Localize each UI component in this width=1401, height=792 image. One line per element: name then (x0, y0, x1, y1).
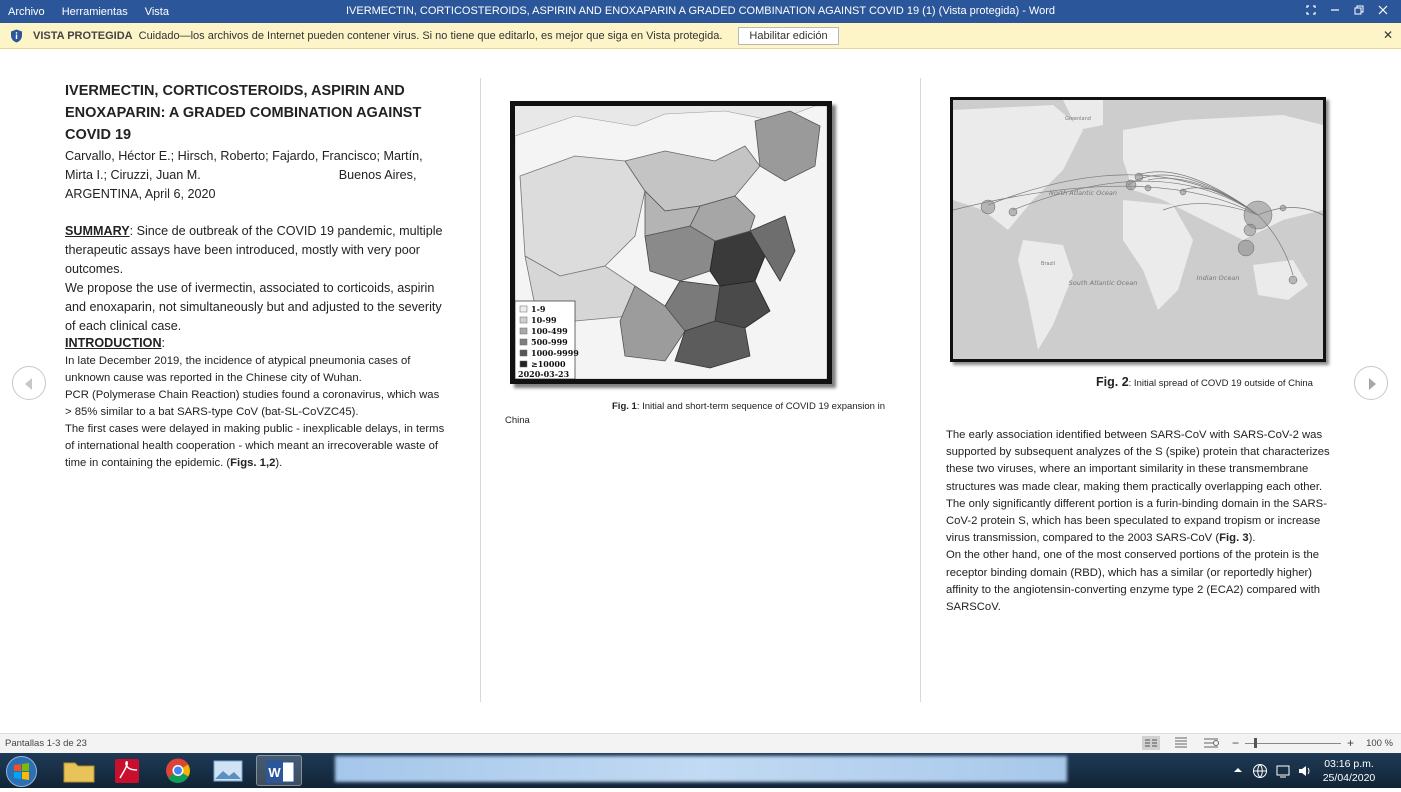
menu-bar (0, 6, 186, 18)
fig1-label: Fig. 1 (612, 401, 637, 412)
folder-icon (56, 755, 102, 786)
map-legend (515, 301, 579, 379)
figure-1-china-map (510, 101, 832, 384)
read-mode-icon[interactable] (1142, 736, 1160, 750)
paragraph-3: On the other hand, one of the most conserved portions of the protein is the receptor binding domain (RBD), which has a similar (or reportedly higher) affinity to the angiotensin-converting enzyme type 2 (ECA2) compared with SARSCoV. (946, 549, 1321, 614)
chrome-button[interactable] (155, 755, 201, 786)
close-bar-icon[interactable]: ✕ (1382, 28, 1393, 42)
chrome-icon (155, 755, 201, 786)
clock[interactable] (1317, 757, 1381, 785)
network-globe-icon[interactable] (1252, 763, 1268, 779)
figure-2-caption (1096, 375, 1313, 389)
zoom-out-icon[interactable]: − (1232, 736, 1240, 750)
minimize-icon[interactable] (1323, 3, 1347, 19)
summary-text-2: We propose the use of ivermectin, associated to corticoids, aspirin and enoxaparin, not simultaneously but and adjusted to the severity of each clinical case. (65, 281, 442, 333)
zoom-in-icon[interactable]: + (1347, 736, 1355, 750)
clock-date: 25/04/2020 (1322, 772, 1376, 784)
previous-page-button[interactable] (12, 366, 46, 400)
taskbar (0, 753, 1401, 788)
page-3-body (946, 427, 1338, 616)
image-viewer-icon (205, 755, 251, 786)
word-icon (257, 756, 303, 787)
legend-item: 100-499 (531, 326, 568, 336)
chevron-left-icon (13, 367, 47, 401)
ocean-label-south-atlantic: South Atlantic Ocean (1068, 279, 1138, 287)
country-date: ARGENTINA, April 6, 2020 (65, 187, 216, 201)
summary-heading: SUMMARY (65, 224, 130, 238)
legend-item: 10-99 (531, 315, 557, 325)
start-button-icon[interactable] (5, 755, 38, 788)
shield-info-icon (10, 29, 23, 43)
next-page-button[interactable] (1354, 366, 1388, 400)
word-button[interactable] (256, 755, 302, 786)
taskbar-blurred-region (335, 756, 1067, 782)
protected-view-message: Cuidado—los archivos de Internet pueden contener virus. Si no tiene que editarlo, es mejor que siga en Vista protegida. (138, 29, 723, 42)
intro-paragraph-1: In late December 2019, the incidence of atypical pneumonia cases of unknown cause was reported in the Chinese city of Wuhan. (65, 355, 411, 384)
zoom-thumb[interactable] (1254, 738, 1257, 748)
fig1-caption-text: : Initial and short-term sequence of COVID 19 expansion in China (505, 401, 885, 426)
acrobat-button[interactable] (104, 755, 150, 786)
action-center-icon[interactable] (1275, 763, 1291, 779)
legend-item: 500-999 (531, 337, 568, 347)
legend-item: 1000-9999 (531, 348, 579, 358)
volume-icon[interactable] (1297, 763, 1313, 779)
ocean-label-north-atlantic: North Atlantic Ocean (1049, 189, 1117, 197)
intro-paragraph-3: The first cases were delayed in making public - inexplicable delays, in terms of international health cooperation - which meant an irrecoverable waste of time in containing the epidemic. ( (65, 423, 445, 469)
page-divider (480, 78, 481, 702)
author-list: Carvallo, Héctor E.; Hirsch, Roberto; Fajardo, Francisco; Martín, Mirta I.; Ciruzzi, Juan M. (65, 149, 423, 182)
figs-reference: Figs. 1,2 (230, 457, 276, 469)
introduction-section (65, 335, 445, 472)
world-map-image (953, 100, 1323, 359)
menu-file[interactable]: Archivo (8, 5, 45, 18)
page-count: Pantallas 1-3 de 23 (5, 738, 87, 749)
status-bar (0, 733, 1401, 753)
zoom-level[interactable]: 100 % (1366, 737, 1393, 749)
zoom-slider[interactable] (1245, 736, 1341, 750)
page-1 (65, 50, 445, 700)
fig2-label: Fig. 2 (1096, 375, 1129, 389)
window-controls (1299, 3, 1395, 19)
intro-paragraph-2: PCR (Polymerase Chain Reaction) studies found a coronavirus, which was > 85% similar to a bat SARS-type CoV (bat-SL-CoVZC45). (65, 389, 440, 418)
intro-paragraph-3-end: ). (275, 457, 283, 469)
pdf-icon (104, 755, 150, 786)
fig3-reference: Fig. 3 (1219, 532, 1249, 545)
menu-view[interactable]: Vista (144, 5, 169, 18)
authors (65, 147, 445, 204)
view-controls (1142, 736, 1393, 750)
legend-item: 1-9 (531, 304, 546, 314)
legend-date: 2020-03-23 (518, 369, 570, 379)
close-icon[interactable] (1371, 3, 1395, 19)
summary-text: : Since de outbreak of the COVID 19 pandemic, multiple therapeutic assays have been introduced, mostly with very poor outcomes. (65, 224, 443, 276)
menu-tools[interactable]: Herramientas (61, 5, 128, 18)
window-title: IVERMECTIN, CORTICOSTEROIDS, ASPIRIN AND ENOXAPARIN A GRADED COMBINATION AGAINST COVID 19 (1) (Vista protegida) - Word (345, 5, 1056, 17)
location: Buenos Aires, (338, 168, 417, 182)
document-title: IVERMECTIN, CORTICOSTEROIDS, ASPIRIN AND ENOXAPARIN: A GRADED COMBINATION AGAINST COVID 19 (65, 83, 422, 143)
intro-heading: INTRODUCTION (65, 336, 162, 350)
paragraph-2-end: ). (1248, 532, 1256, 545)
restore-icon[interactable] (1347, 3, 1371, 19)
print-layout-icon[interactable] (1172, 736, 1190, 750)
fig2-caption-text: : Initial spread of COVD 19 outside of China (1128, 378, 1313, 389)
show-hidden-icons-icon[interactable] (1233, 765, 1243, 775)
china-map-image (515, 106, 827, 379)
summary-section (65, 222, 445, 336)
protected-view-label: VISTA PROTEGIDA (33, 29, 133, 42)
enable-editing-button[interactable]: Habilitar edición (738, 27, 838, 45)
file-explorer-button[interactable] (56, 755, 102, 786)
paragraph-2: The only significantly different portion is a furin-binding domain in the SARS-CoV-2 protein S, which has been speculated to expand tropism or increase virus transmission, compared to the 2003 SARS-CoV ( (946, 497, 1327, 545)
title-bar (0, 0, 1401, 23)
protected-view-bar (0, 23, 1401, 49)
ocean-label-indian: Indian Ocean (1196, 274, 1240, 282)
chevron-right-icon (1355, 367, 1389, 401)
photos-button[interactable] (205, 755, 251, 786)
clock-time: 03:16 p.m. (1324, 758, 1374, 770)
page-divider (920, 78, 921, 702)
map-label-greenland: Greenland (1065, 116, 1091, 122)
paragraph-1: The early association identified between SARS-CoV with SARS-CoV-2 was supported by subsequent analyzes of the S (spike) protein that characterizes these two viruses, where an important similarity in these transmembrane structures was made clear, making them practically overlapping each other. (946, 429, 1330, 493)
intro-colon: : (161, 336, 166, 350)
web-layout-icon[interactable] (1202, 736, 1220, 750)
svg-text:W: W (268, 765, 281, 780)
figure-1-caption (505, 400, 895, 428)
figure-2-world-map (950, 97, 1326, 362)
legend-item: ≥10000 (531, 359, 566, 369)
map-label-brazil: Brazil (1041, 261, 1055, 267)
fullscreen-icon[interactable] (1299, 3, 1323, 19)
